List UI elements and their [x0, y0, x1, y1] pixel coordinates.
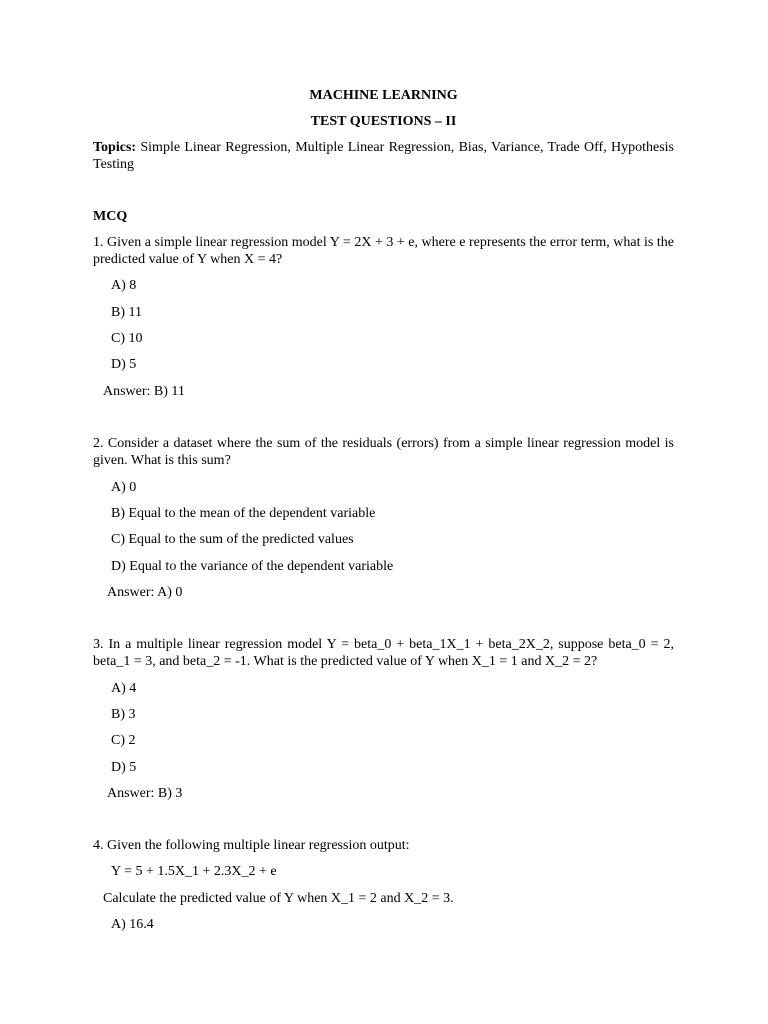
question-4-prompt: Calculate the predicted value of Y when X_1 = 2 and X_2 = 3.	[103, 891, 454, 906]
question-4-text: 4. Given the following multiple linear regression output:	[93, 838, 410, 853]
question-3-option-d: D) 5	[111, 760, 137, 775]
question-3-option-a: A) 4	[111, 681, 137, 696]
question-2-answer: Answer: A) 0	[107, 585, 183, 600]
question-2-text: 2. Consider a dataset where the sum of the residuals (errors) from a simple linear regression model is given. What is this sum?	[93, 436, 674, 468]
question-3-option-c: C) 2	[111, 733, 136, 748]
topics-text: Simple Linear Regression, Multiple Linear Regression, Bias, Variance, Trade Off, Hypothesis Testing	[93, 140, 675, 172]
question-1-option-a: A) 8	[111, 278, 137, 293]
question-1-option-d: D) 5	[111, 357, 137, 372]
document-title: MACHINE LEARNING	[309, 88, 458, 103]
document-subtitle: TEST QUESTIONS – II	[310, 114, 457, 129]
question-1-option-b: B) 11	[111, 305, 142, 320]
question-2-option-c: C) Equal to the sum of the predicted values	[111, 532, 354, 547]
question-2-option-b: B) Equal to the mean of the dependent variable	[111, 506, 376, 521]
question-1-option-c: C) 10	[111, 331, 143, 346]
question-2-option-a: A) 0	[111, 480, 137, 495]
question-1-text: 1. Given a simple linear regression model Y = 2X + 3 + e, where e represents the error term, what is the predicted value of Y when X = 4?	[93, 235, 674, 267]
topics-label: Topics:	[93, 140, 137, 155]
question-2-option-d: D) Equal to the variance of the dependent variable	[111, 559, 394, 574]
question-4-option-a: A) 16.4	[111, 917, 154, 932]
question-1-answer: Answer: B) 11	[103, 384, 185, 399]
question-3-option-b: B) 3	[111, 707, 136, 722]
section-heading-mcq: MCQ	[93, 209, 128, 224]
question-4-equation: Y = 5 + 1.5X_1 + 2.3X_2 + e	[111, 864, 277, 879]
question-3-text: 3. In a multiple linear regression model Y = beta_0 + beta_1X_1 + beta_2X_2, suppose beta_0 = 2, beta_1 = 3, and beta_2 = -1. What is the predicted value of Y when X_1 = 1 and X_2 = 2?	[93, 637, 674, 669]
topics-paragraph	[93, 139, 674, 173]
question-3-answer: Answer: B) 3	[107, 786, 183, 801]
